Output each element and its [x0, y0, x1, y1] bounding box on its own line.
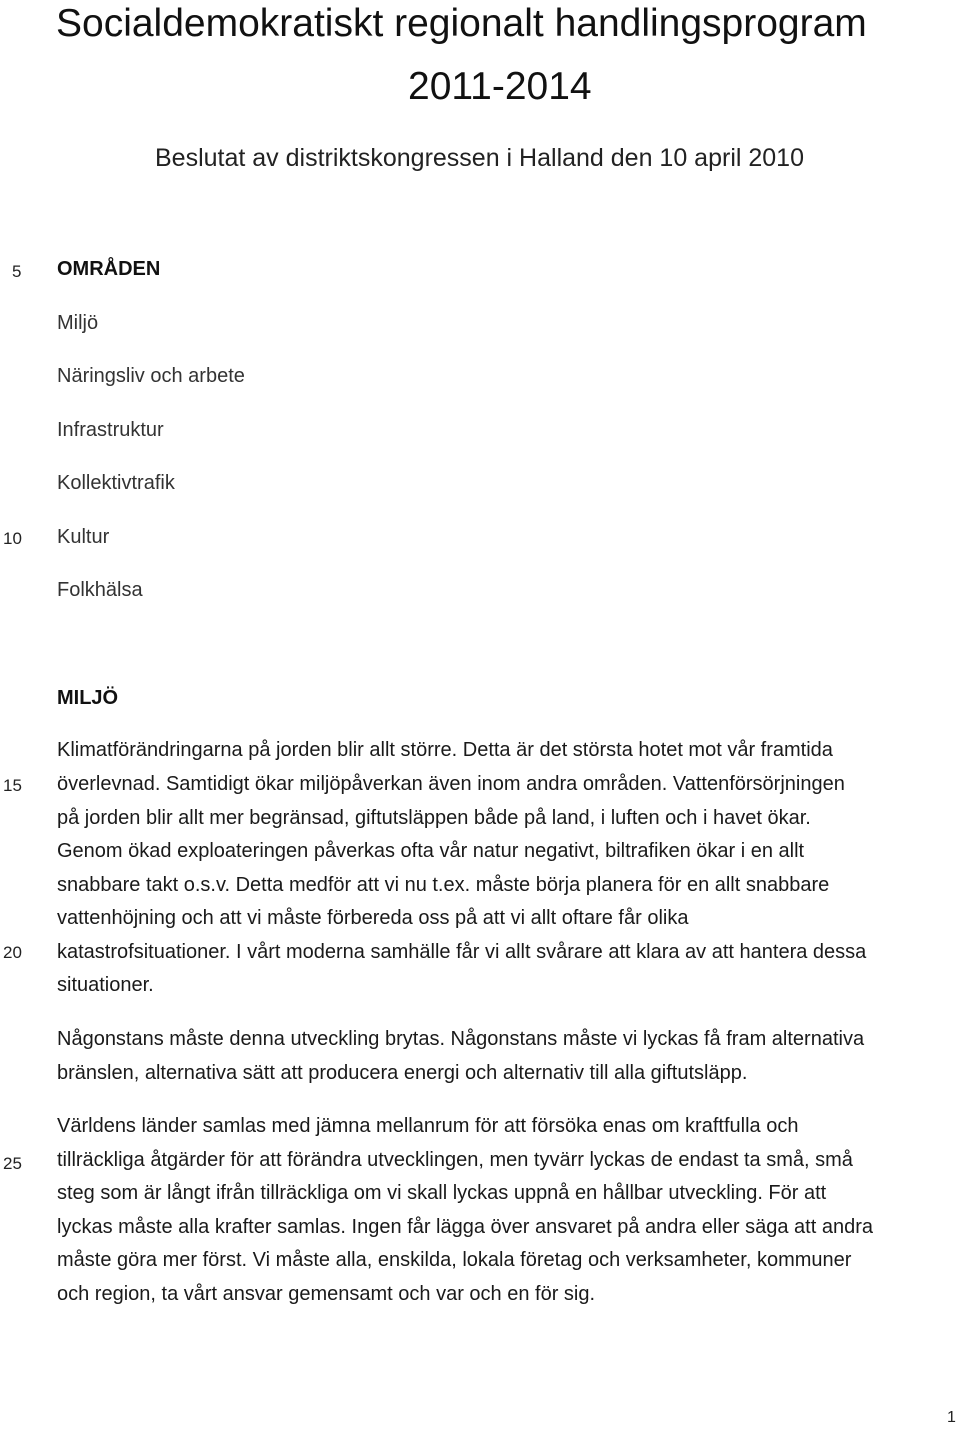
area-item: Folkhälsa: [57, 579, 143, 601]
text-line: överlevnad. Samtidigt ökar miljöpåverkan även inom andra områden. Vattenförsörjningen: [57, 773, 845, 795]
area-item: Miljö: [57, 312, 99, 334]
line-number-15: 15: [3, 776, 22, 795]
text-line: måste göra mer först. Vi måste alla, enskilda, lokala företag och verksamheter, kommuner: [57, 1249, 852, 1271]
text-line: och region, ta vårt ansvar gemensamt och var och en för sig.: [57, 1283, 596, 1305]
area-item: Infrastruktur: [57, 419, 164, 441]
areas-heading: OMRÅDEN: [57, 258, 161, 280]
line-number-10: 10: [3, 529, 22, 548]
page-title-line-2: 2011-2014: [408, 65, 592, 108]
text-line: katastrofsituationer. I vårt moderna samhälle får vi allt svårare att klara av att hantera dessa: [57, 941, 867, 963]
text-line: Någonstans måste denna utveckling brytas. Någonstans måste vi lyckas få fram alternativa: [57, 1028, 865, 1050]
text-line: lyckas måste alla krafter samlas. Ingen får lägga över ansvaret på andra eller säga att andra: [57, 1216, 873, 1238]
area-item: Kollektivtrafik: [57, 472, 175, 494]
text-line: Världens länder samlas med jämna mellanrum för att försöka enas om kraftfulla och: [57, 1115, 799, 1137]
text-line: på jorden blir allt mer begränsad, giftutsläppen både på land, i luften och i havet ökar.: [57, 807, 811, 829]
line-number-25: 25: [3, 1154, 22, 1173]
text-line: tillräckliga åtgärder för att förändra utvecklingen, men tyvärr lyckas de endast ta små, små: [57, 1149, 853, 1171]
page-title-line-1: Socialdemokratiskt regionalt handlingsprogram: [56, 2, 867, 45]
text-line: Genom ökad exploateringen påverkas ofta vår natur negativt, biltrafiken ökar i en allt: [57, 840, 805, 862]
text-line: Klimatförändringarna på jorden blir allt större. Detta är det största hotet mot vår framtida: [57, 739, 833, 761]
text-line: snabbare takt o.s.v. Detta medför att vi nu t.ex. måste börja planera för en allt snabbare: [57, 874, 830, 896]
page-subtitle: Beslutat av distriktskongressen i Halland den 10 april 2010: [155, 144, 804, 172]
line-number-5: 5: [12, 262, 22, 281]
section-heading: MILJÖ: [57, 687, 119, 709]
area-item: Kultur: [57, 526, 110, 548]
text-line: situationer.: [57, 974, 154, 996]
page-number: 1: [947, 1409, 956, 1426]
text-line: bränslen, alternativa sätt att producera energi och alternativ till alla giftutsläpp.: [57, 1062, 748, 1084]
area-item: Näringsliv och arbete: [57, 365, 245, 387]
line-number-20: 20: [3, 943, 22, 962]
text-line: vattenhöjning och att vi måste förbereda oss på att vi allt oftare får olika: [57, 907, 689, 929]
text-line: steg som är långt ifrån tillräckliga om vi skall lyckas uppnå en hållbar utveckling. För att: [57, 1182, 827, 1204]
